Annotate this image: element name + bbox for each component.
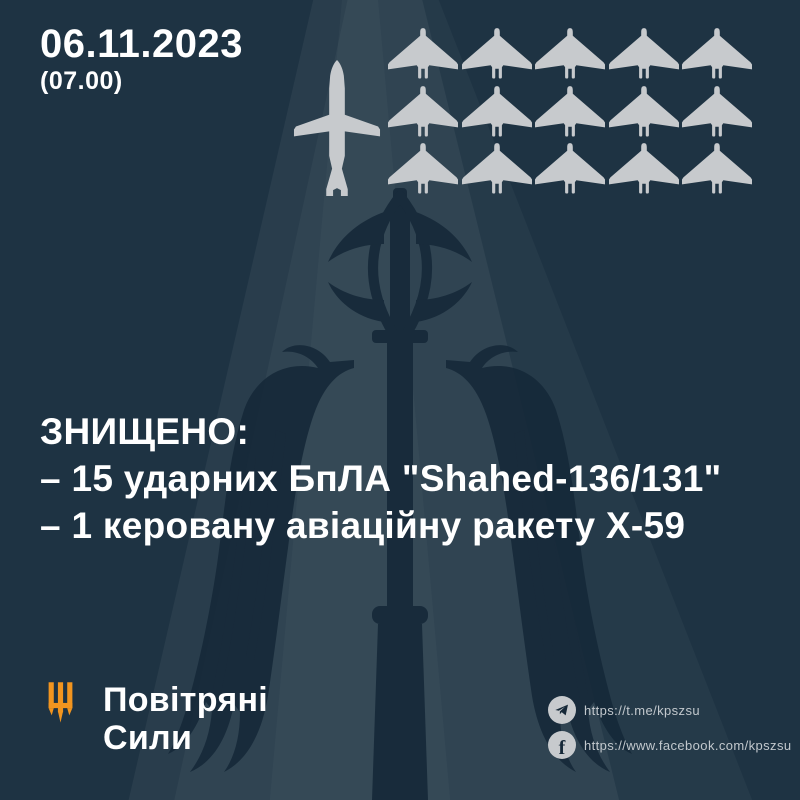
- date-block: [40, 22, 243, 96]
- shahed-drone-icon: [609, 85, 679, 139]
- destroyed-title: ЗНИЩЕНО:: [40, 411, 250, 452]
- brand-block: [45, 681, 268, 757]
- shahed-drone-icon: [462, 142, 532, 196]
- facebook-icon: f: [548, 731, 576, 759]
- shahed-drone-icon: [682, 27, 752, 81]
- report-time: (07.00): [40, 67, 123, 95]
- shahed-drone-icon: [535, 27, 605, 81]
- shahed-drone-icon: [388, 27, 458, 81]
- drone-grid: [388, 27, 752, 196]
- telegram-url: https://t.me/kpszsu: [584, 702, 700, 718]
- report-date: 06.11.2023: [40, 22, 243, 66]
- destroyed-line-drones: – 15 ударних БпЛА "Shahed-136/131": [40, 458, 722, 499]
- shahed-drone-icon: [609, 142, 679, 196]
- shahed-drone-icon: [609, 27, 679, 81]
- shahed-drone-icon: [682, 142, 752, 196]
- brand-line-2: Сили: [103, 719, 193, 757]
- shahed-drone-icon: [462, 27, 532, 81]
- shahed-drone-icon: [388, 85, 458, 139]
- cruise-missile-icon: [293, 59, 381, 198]
- shahed-drone-icon: [462, 85, 532, 139]
- destroyed-block: [40, 408, 721, 549]
- shahed-drone-icon: [388, 142, 458, 196]
- shahed-drone-icon: [535, 85, 605, 139]
- shahed-drone-icon: [535, 142, 605, 196]
- facebook-link[interactable]: [548, 731, 791, 759]
- telegram-link[interactable]: [548, 696, 791, 724]
- telegram-icon: [548, 696, 576, 724]
- shahed-drone-icon: [682, 85, 752, 139]
- social-links: [548, 696, 791, 766]
- brand-name: [103, 681, 268, 757]
- destroyed-line-missile: – 1 керовану авіаційну ракету Х-59: [40, 505, 686, 546]
- brand-line-1: Повітряні: [103, 681, 269, 719]
- tryzub-icon: [45, 681, 76, 729]
- facebook-url: https://www.facebook.com/kpszsu: [584, 737, 792, 753]
